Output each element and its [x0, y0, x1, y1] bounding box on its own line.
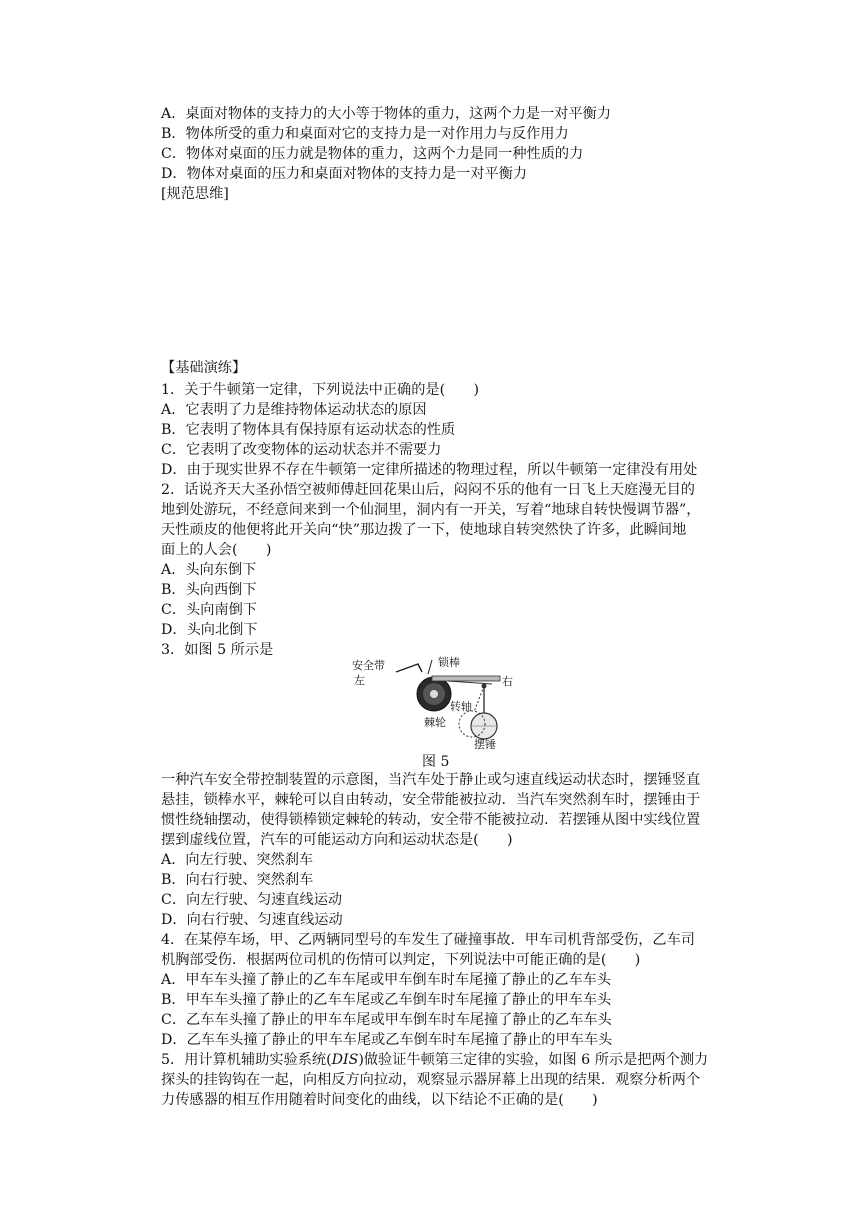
- q5-line-2: 探头的挂钩钩在一起，向相反方向拉动，观察显示器屏幕上出现的结果．观察分析两个: [161, 1072, 701, 1088]
- figure-label-axis: 转轴: [450, 701, 472, 713]
- q4-option-d: D．乙车车头撞了静止的甲车车尾或乙车倒车时车尾撞了静止的甲车车头: [161, 1032, 613, 1048]
- figure-label-pendulum: 摆锤: [474, 739, 496, 751]
- figure-5-caption: 图 5: [422, 754, 450, 770]
- figure-label-right: 右: [502, 676, 513, 688]
- q2-line-3: 天性顽皮的他便将此开关向“快”那边拨了一下，使地球自转突然快了许多，此瞬间地: [161, 522, 687, 538]
- q4-option-a: A．甲车车头撞了静止的乙车车尾或甲车倒车时车尾撞了静止的乙车车头: [161, 972, 612, 988]
- q5-line-1-part-a: 5．用计算机辅助实验系统(: [161, 1052, 332, 1068]
- standard-thinking-label: [规范思维]: [161, 186, 229, 202]
- q2-option-d: D．头向北倒下: [161, 622, 258, 638]
- q5-dis-term: DIS: [331, 1052, 359, 1068]
- q4-line-1: 4．在某停车场，甲、乙两辆同型号的车发生了碰撞事故．甲车司机背部受伤，乙车司: [161, 932, 695, 948]
- ratchet-center: [430, 690, 438, 698]
- q1-stem: 1．关于牛顿第一定律，下列说法中正确的是( ): [161, 382, 480, 398]
- q1-option-a: A．它表明了力是维持物体运动状态的原因: [161, 402, 427, 418]
- prev-option-a: A．桌面对物体的支持力的大小等于物体的重力，这两个力是一对平衡力: [161, 106, 612, 122]
- q1-option-d: D．由于现实世界不存在牛顿第一定律所描述的物理过程，所以牛顿第一定律没有用处: [161, 462, 698, 478]
- q2-line-1: 2．话说齐天大圣孙悟空被师傅赶回花果山后，闷闷不乐的他有一日飞上天庭漫无目的: [161, 482, 695, 498]
- q3-option-d: D．向右行驶、匀速直线运动: [161, 912, 343, 928]
- q4-option-b: B．甲车车头撞了静止的乙车车尾或乙车倒车时车尾撞了静止的甲车车头: [161, 992, 612, 1008]
- q2-option-b: B．头向西倒下: [161, 582, 257, 598]
- figure-label-left: 左: [354, 675, 365, 687]
- q3-option-a: A．向左行驶、突然刹车: [161, 852, 314, 868]
- q5-line-1-part-b: )做验证牛顿第三定律的实验，如图 6 所示是把两个测力: [358, 1052, 709, 1068]
- q2-option-a: A．头向东倒下: [161, 562, 257, 578]
- q2-option-c: C．头向南倒下: [161, 602, 257, 618]
- pendulum-stem-dashed: [474, 686, 484, 712]
- prev-option-b: B．物体所受的重力和桌面对它的支持力是一对作用力与反作用力: [161, 126, 569, 142]
- figure-label-seatbelt: 安全带: [352, 660, 385, 672]
- prev-option-c: C．物体对桌面的压力就是物体的重力，这两个力是同一种性质的力: [161, 146, 584, 162]
- lock-rod-bar: [432, 676, 500, 681]
- figure-label-lock-rod: 锁棒: [438, 657, 460, 669]
- q3-line-3: 惯性绕轴摆动，使得锁棒锁定棘轮的转动，安全带不能被拉动．若摆锤从图中实线位置: [161, 812, 701, 828]
- q2-line-2: 地到处游玩，不经意间来到一个仙洞里，洞内有一开关，写着“地球自转快慢调节器”，: [161, 502, 701, 518]
- q5-line-3: 力传感器的相互作用随着时间变化的曲线，以下结论不正确的是( ): [161, 1092, 598, 1108]
- q1-option-b: B．它表明了物体具有保持原有运动状态的性质: [161, 422, 456, 438]
- q3-line-4: 摆到虚线位置，汽车的可能运动方向和运动状态是( ): [161, 832, 513, 848]
- seatbelt-device-figure: [352, 652, 522, 754]
- q3-option-c: C．向左行驶、匀速直线运动: [161, 892, 343, 908]
- lock-rod: [448, 681, 492, 684]
- q3-stem: 3．如图 5 所示是: [161, 642, 274, 658]
- q1-option-c: C．它表明了改变物体的运动状态并不需要力: [161, 442, 442, 458]
- q3-line-1: 一种汽车安全带控制装置的示意图，当汽车处于静止或匀速直线运动状态时，摆锤竖直: [161, 772, 701, 788]
- rod-pointer: [428, 660, 432, 674]
- section-title: 【基础演练】: [161, 360, 247, 376]
- q4-option-c: C．乙车车头撞了静止的甲车车尾或甲车倒车时车尾撞了静止的乙车车头: [161, 1012, 612, 1028]
- figure-label-ratchet: 棘轮: [424, 717, 446, 729]
- prev-option-d: D．物体对桌面的压力和桌面对物体的支持力是一对平衡力: [161, 166, 528, 182]
- q2-line-4: 面上的人会( ): [161, 542, 272, 558]
- q4-line-2: 机胸部受伤．根据两位司机的伤情可以判定，下列说法中可能正确的是( ): [161, 952, 641, 968]
- q5-line-1: [161, 1050, 708, 1070]
- q3-line-2: 悬挂，锁棒水平，棘轮可以自由转动，安全带能被拉动．当汽车突然刹车时，摆锤由于: [161, 792, 701, 808]
- belt-strap: [396, 664, 422, 672]
- q3-option-b: B．向右行驶、突然刹车: [161, 872, 314, 888]
